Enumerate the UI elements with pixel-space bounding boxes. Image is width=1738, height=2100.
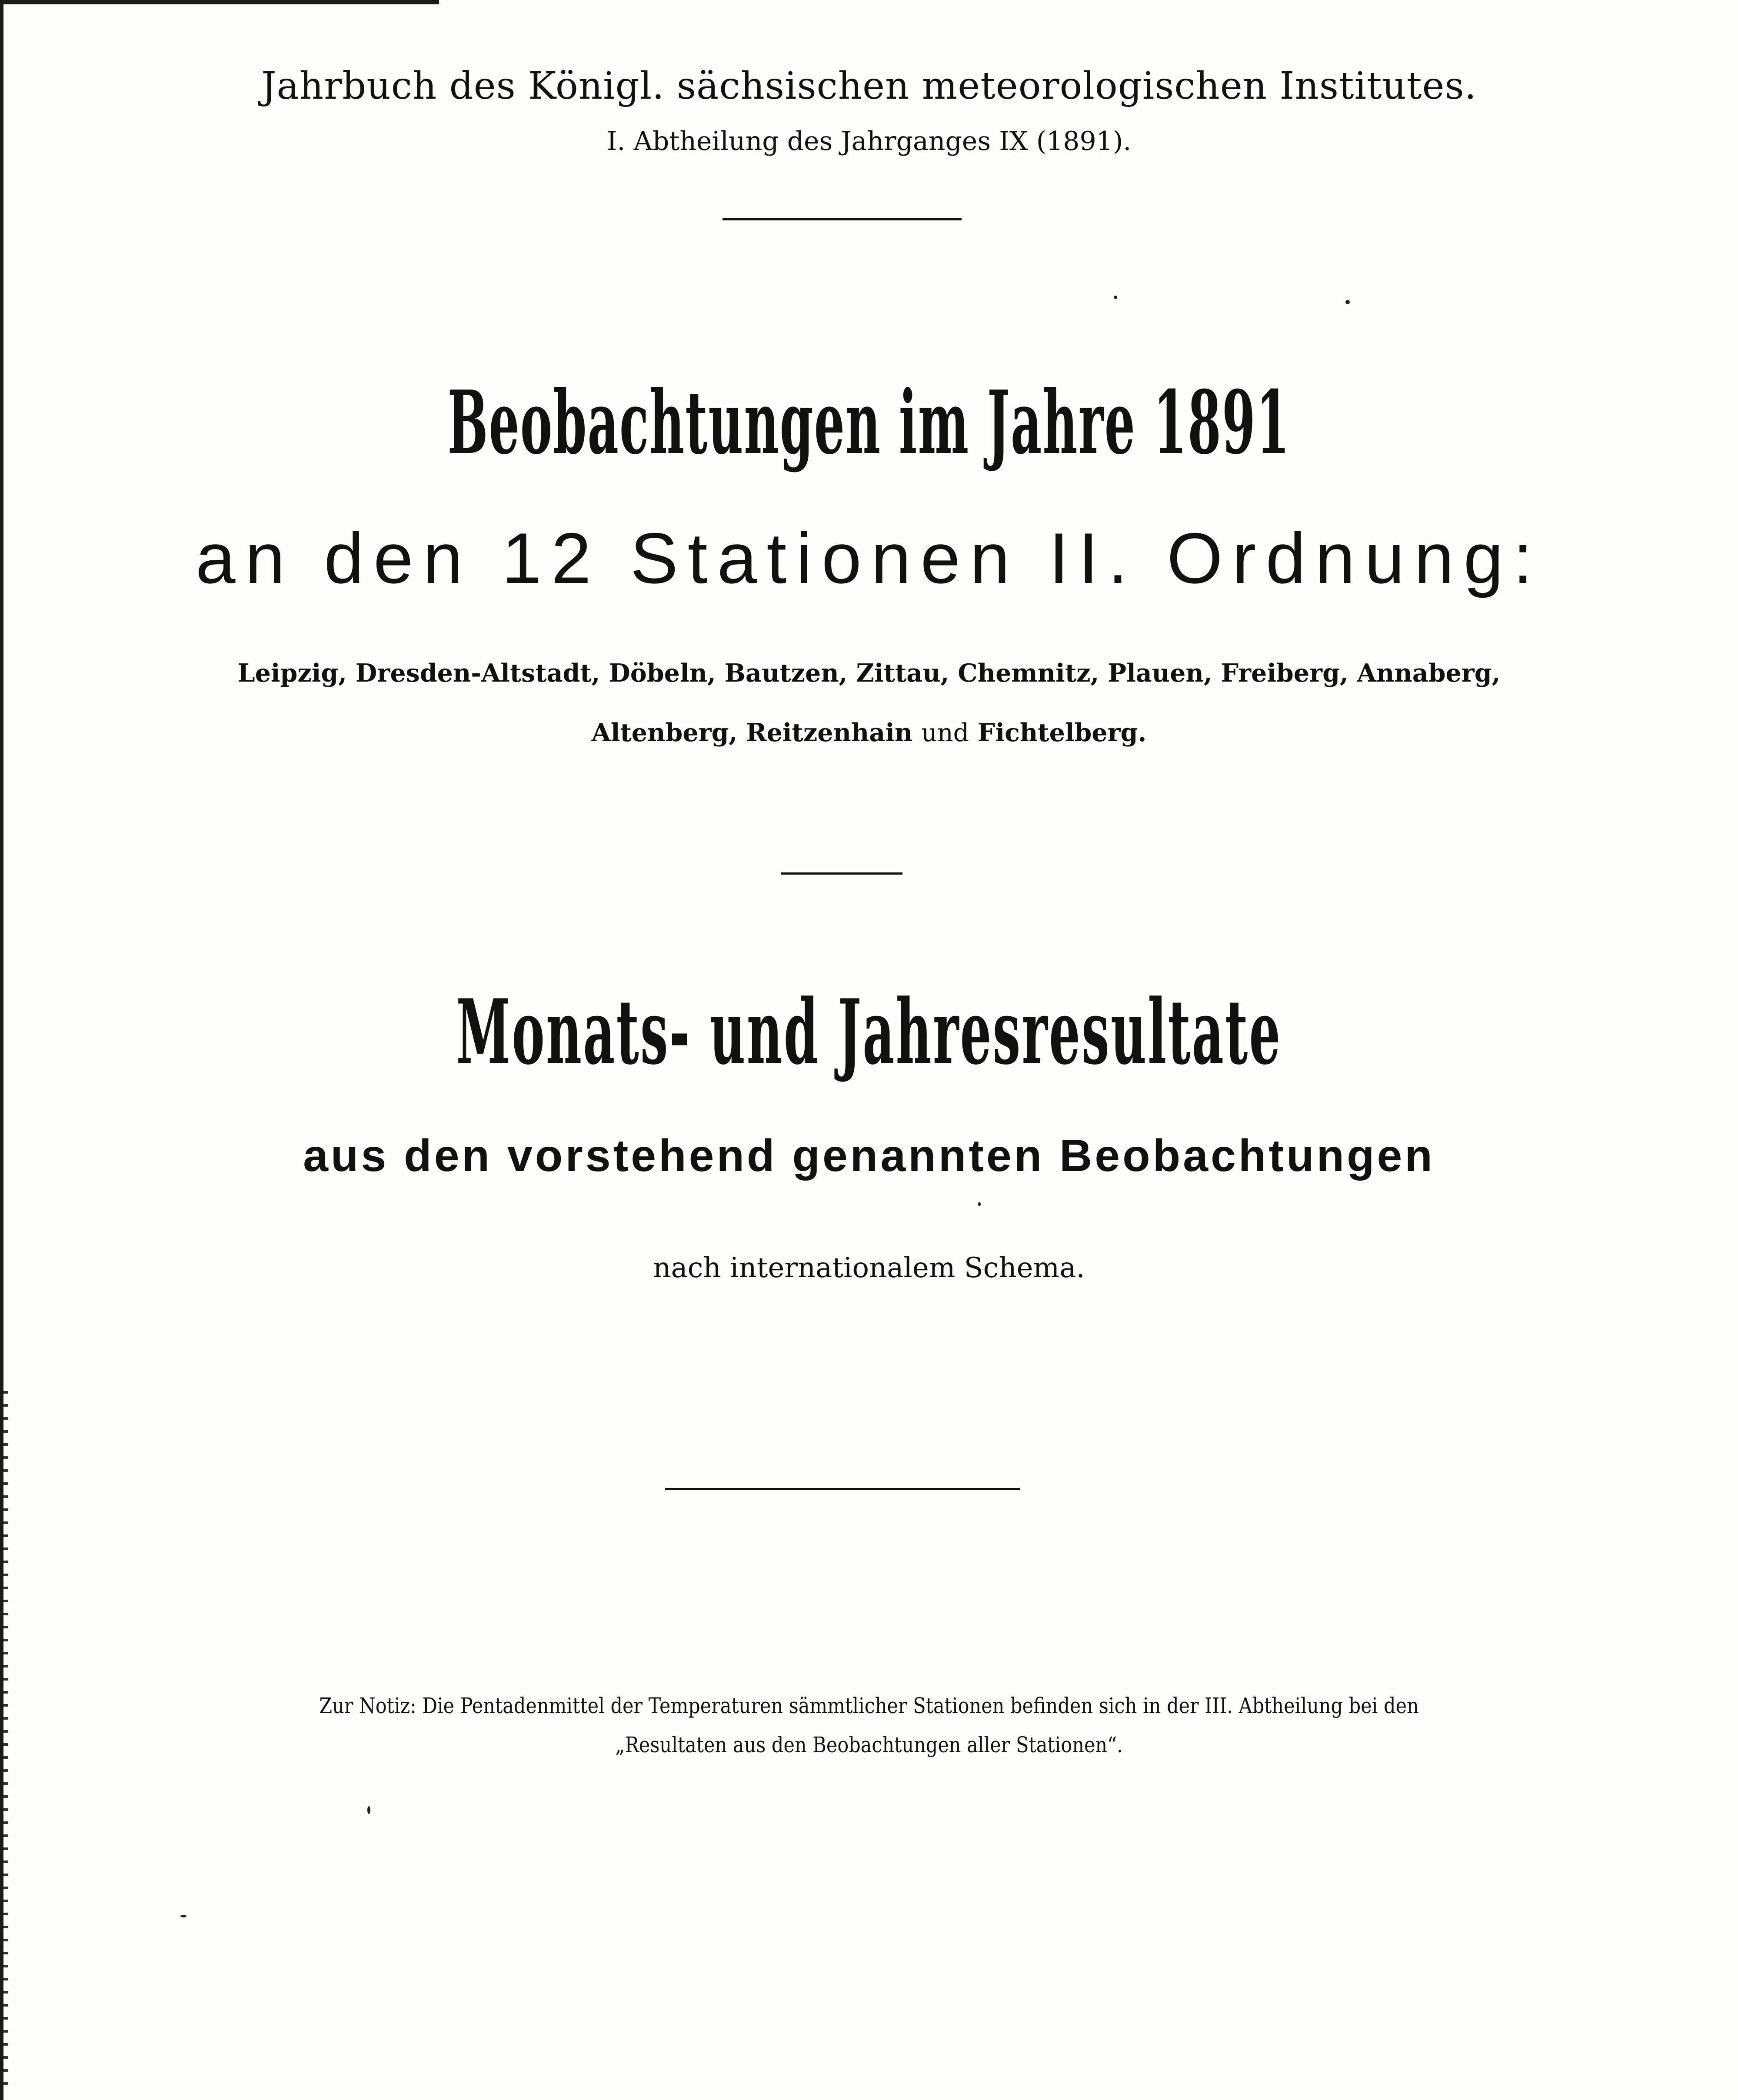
station-list-line-2 [0,718,1738,747]
station-list-line-1: Leipzig, Dresden-Altstadt, Döbeln, Bautzen, Zittau, Chemnitz, Plauen, Freiberg, Annaberg, [237,659,1501,688]
divider-rule [665,1488,1020,1490]
main-title: Beobachtungen im Jahre 1891 [447,372,1291,474]
journal-subtitle: I. Abtheilung des Jahrganges IX (1891). [606,126,1132,156]
station-list-part-b: Fichtelberg. [978,718,1147,747]
page-left-edge [0,0,3,2100]
schema-line: nach internationalem Schema. [653,1252,1085,1284]
print-speck [367,1806,370,1814]
print-speck [180,1915,186,1917]
print-speck [1345,300,1350,304]
footnote-line-2: „Resultaten aus den Beobachtungen aller Stationen“. [615,1732,1123,1757]
station-list-und: und [921,719,969,747]
page-top-edge [0,0,439,4]
results-subtitle: aus den vorstehend genannten Beobachtungen [303,1131,1435,1181]
results-title: Monats- und Jahresresultate [456,980,1282,1085]
page-left-edge-marks [3,1391,8,2087]
print-speck [1114,296,1117,299]
journal-title: Jahrbuch des Königl. sächsischen meteorologischen Institutes. [261,64,1477,108]
divider-rule [781,872,902,875]
divider-rule [723,218,962,220]
stations-heading: an den 12 Stationen II. Ordnung: [195,518,1543,598]
footnote-line-1: Zur Notiz: Die Pentadenmittel der Temperaturen sämmtlicher Stationen befinden sich in der III. Abtheilung bei den [319,1693,1419,1718]
station-list-part-a: Altenberg, Reitzenhain [591,718,913,747]
print-speck [978,1202,981,1206]
